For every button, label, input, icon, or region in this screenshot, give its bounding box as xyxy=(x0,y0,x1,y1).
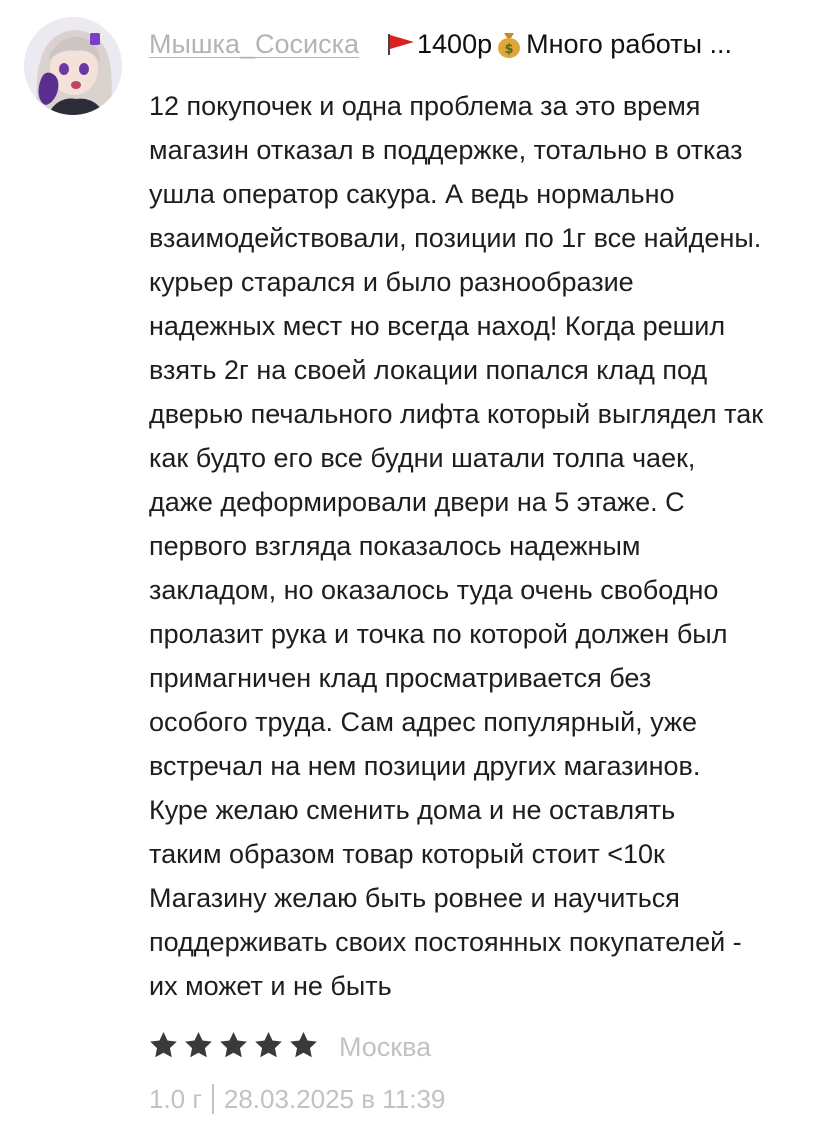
money-bag-icon xyxy=(495,29,523,59)
author-price: 1400р xyxy=(417,28,493,59)
review-meta xyxy=(149,1082,445,1116)
rating-stars xyxy=(148,1030,319,1061)
review-header xyxy=(149,24,732,64)
author-name[interactable]: Мышка_Сосиска xyxy=(149,28,360,59)
red-flag-icon xyxy=(385,31,417,57)
purchase-amount: 1.0 г xyxy=(149,1084,202,1114)
star-icon xyxy=(288,1030,319,1061)
star-icon xyxy=(183,1030,214,1061)
meta-divider xyxy=(212,1084,214,1114)
avatar[interactable] xyxy=(24,17,122,115)
avatar-image xyxy=(24,17,122,115)
star-icon xyxy=(148,1030,179,1061)
review-text: 12 покупочек и одна проблема за это время магазин отказал в поддержке, тотально в отказ ушла оператор сакура. А ведь нормально взаимодействовали, позиции по 1г все найдены. курьер старался и было разнообразие надежных мест но всегда наход! Когда решил взять 2г на своей локации попался клад под дверью печального лифта который выглядел так как будто его все будни шатали толпа чаек, даже деформировали двери на 5 этаже. С первого взгляда показалось надежным закладом, но оказалось туда очень свободно пролазит рука и точка по которой должен был примагничен клад просматривается без особого труда. Сам адрес популярный, уже встречал на нем позиции других магазинов. Куре желаю сменить дома и не оставлять таким образом товар который стоит <10к Магазину желаю быть ровнее и научиться поддерживать своих постоянных покупателей - их может и не быть xyxy=(149,91,764,1001)
review-date: 28.03.2025 в 11:39 xyxy=(223,1084,446,1114)
review-city: Москва xyxy=(339,1032,432,1062)
author-title: Много работы ... xyxy=(526,28,732,59)
star-icon xyxy=(253,1030,284,1061)
star-icon xyxy=(218,1030,249,1061)
svg-text:$: $ xyxy=(504,42,514,57)
